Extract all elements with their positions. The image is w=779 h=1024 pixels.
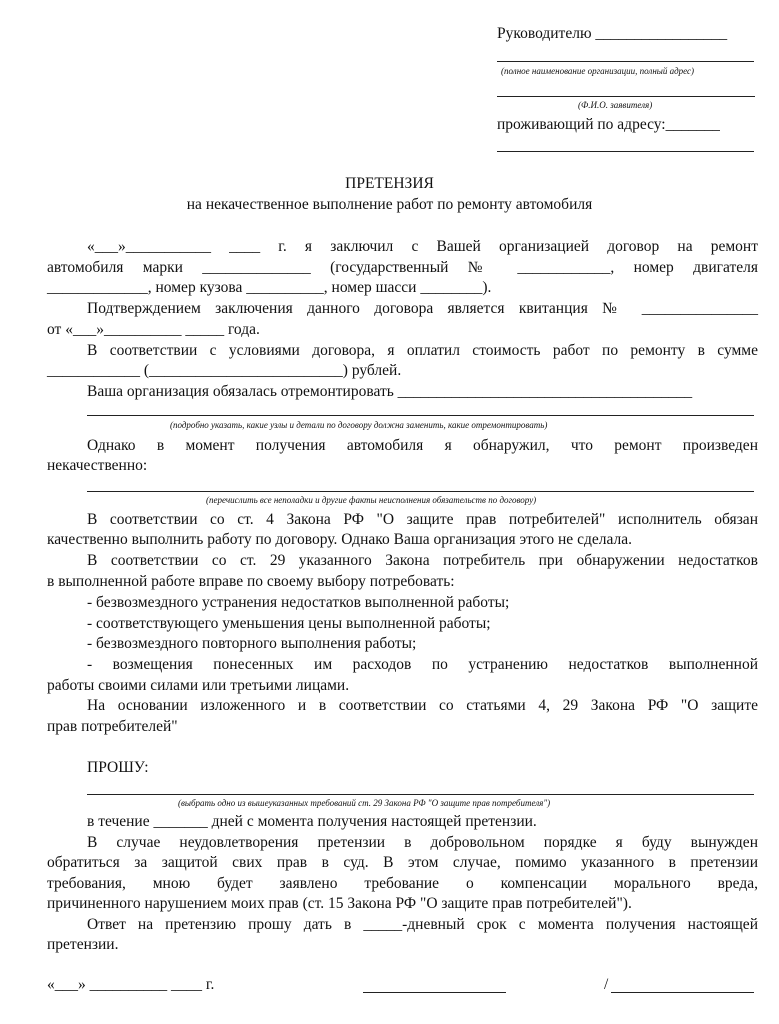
document-title: ПРЕТЕНЗИЯ xyxy=(345,175,434,192)
parts-line xyxy=(87,415,754,416)
request-line xyxy=(87,794,754,795)
defects-line xyxy=(87,491,754,492)
p10-line-1: В случае неудовлетворения претензии в добровольном порядке я буду вынужден xyxy=(87,834,758,851)
p7-line-2: в выполненной работе вправе по своему выбору потребовать: xyxy=(47,573,455,590)
org-note: (полное наименование организации, полный адрес) xyxy=(501,66,695,76)
p3-line-1: В соответствии с условиями договора, я оплатил стоимость работ по ремонту в сумме xyxy=(87,342,758,359)
p1-line-1: «___»___________ ____ г. я заключил с Вашей организацией договор на ремонт xyxy=(87,238,758,255)
option-4-cont: работы своими силами или третьими лицами. xyxy=(47,677,350,694)
p9-line: в течение _______ дней с момента получения настоящей претензии. xyxy=(87,813,537,830)
option-2: - соответствующего уменьшения цены выполненной работы; xyxy=(87,615,491,632)
p2-line-2: от «___»__________ _____ года. xyxy=(47,321,260,338)
name-line xyxy=(611,992,754,993)
footer-slash: / xyxy=(604,976,609,993)
p3-line-2: ____________ (_________________________) рублей. xyxy=(47,362,402,379)
document-subtitle: на некачественное выполнение работ по ремонту автомобиля xyxy=(186,196,593,213)
p11-line-2: претензии. xyxy=(47,936,119,953)
p10-line-3: требования, мною будет заявлено требование о компенсации морального вреда, xyxy=(47,875,758,892)
applicant-line xyxy=(497,96,755,97)
p6-line-1: В соответствии со ст. 4 Закона РФ "О защите прав потребителей" исполнитель обязан xyxy=(87,511,758,528)
header-recipient: Руководителю _________________ xyxy=(497,25,728,42)
request-heading: ПРОШУ: xyxy=(87,759,149,776)
address-line xyxy=(497,151,754,152)
p5-line-2: некачественно: xyxy=(47,457,148,474)
org-line xyxy=(497,61,754,62)
p10-line-2: обратиться за защитой свих прав в суд. В этом случае, помимо указанного в претензии xyxy=(47,854,758,871)
p8-line-1: На основании изложенного и в соответствии со статьями 4, 29 Закона РФ "О защите xyxy=(87,697,758,714)
p5-line-1: Однако в момент получения автомобиля я обнаружил, что ремонт произведен xyxy=(87,437,758,454)
option-4: - возмещения понесенных им расходов по устранению недостатков выполненной xyxy=(87,656,758,673)
p7-line-1: В соответствии со ст. 29 указанного Закона потребитель при обнаружении недостатков xyxy=(87,552,758,569)
option-3: - безвозмездного повторного выполнения работы; xyxy=(87,635,417,652)
p4-line: Ваша организация обязалась отремонтировать ______________________________________ xyxy=(87,383,693,400)
p11-line-1: Ответ на претензию прошу дать в _____-дневный срок с момента получения настоящей xyxy=(87,916,758,933)
applicant-note: (Ф.И.О. заявителя) xyxy=(578,100,653,110)
p2-line-1: Подтверждением заключения данного договора является квитанция № _______________ xyxy=(87,300,758,317)
p10-line-4: причиненного нарушением моих прав (ст. 15 Закона РФ "О защите прав потребителей"). xyxy=(47,895,632,912)
header-address: проживающий по адресу:_______ xyxy=(497,116,720,133)
p6-line-2: качественно выполнить работу по договору. Однако Ваша организация этого не сделала. xyxy=(47,531,632,548)
footer-date: «___» __________ ____ г. xyxy=(47,976,215,993)
p1-line-3: _____________, номер кузова __________, номер шасси ________). xyxy=(47,279,492,296)
note-request: (выбрать одно из вышеуказанных требований ст. 29 Закона РФ "О защите прав потребителя") xyxy=(178,798,551,808)
signature-line xyxy=(363,992,506,993)
option-1: - безвозмездного устранения недостатков выполненной работы; xyxy=(87,594,510,611)
p8-line-2: прав потребителей" xyxy=(47,718,178,735)
note-parts: (подробно указать, какие узлы и детали по договору должна заменить, какие отремонтировать) xyxy=(170,420,548,430)
note-defects: (перечислить все неполадки и другие факты неисполнения обязательств по договору) xyxy=(206,495,537,505)
p1-line-2: автомобиля марки ______________ (государственный № ____________, номер двигателя xyxy=(47,259,758,276)
